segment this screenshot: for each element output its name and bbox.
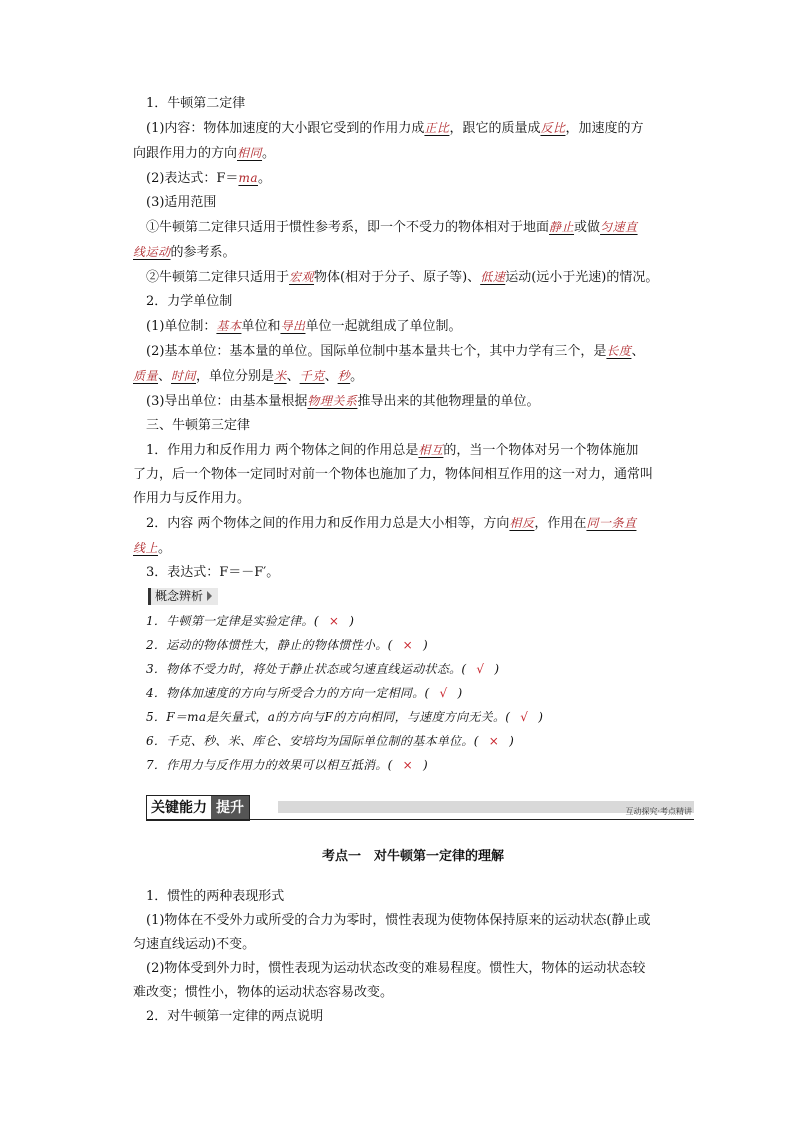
law3-line5: [133, 536, 680, 561]
concept-item: [146, 657, 680, 681]
text: 、: [286, 369, 300, 384]
answer-blank: 导出: [280, 319, 306, 333]
section-sub1: 1．惯性的两种表现形式: [146, 889, 285, 904]
document-page: [133, 92, 692, 1029]
answer-blank: 基本: [216, 319, 242, 333]
banner-divider: [146, 819, 694, 820]
units-line3: [133, 364, 680, 389]
concept-item-end: ): [349, 614, 355, 628]
section-title: 考点一 对牛顿第一定律的理解: [321, 849, 504, 864]
concept-item-end: ): [538, 710, 544, 724]
answer-blank: 反比: [540, 121, 566, 135]
concept-item: [146, 609, 680, 633]
text: 推导出来的其他物理量的单位。: [357, 394, 540, 409]
concept-label-text: 概念辨析: [155, 589, 204, 603]
text: 、: [324, 369, 338, 384]
answer-mark: ×: [328, 614, 340, 628]
answer-blank: 质量: [133, 369, 159, 383]
concept-item-end: ): [494, 662, 500, 676]
text: 或做: [574, 220, 601, 235]
concept-item: [146, 705, 680, 729]
section-line4: 难改变；惯性小，物体的运动状态容易改变。: [133, 985, 394, 1000]
text: (2)表达式：F＝: [146, 171, 239, 186]
text: (2)基本单位：基本量的单位。国际单位制中基本量共七个，其中力学有三个，是: [146, 344, 607, 359]
answer-blank: 相互: [418, 443, 444, 457]
answer-blank: 静止: [549, 220, 575, 234]
answer-blank: 线上: [133, 541, 159, 555]
law2-scope-1: [146, 215, 680, 240]
concept-item-text: 2．运动的物体惯性大，静止的物体惯性小。(: [146, 638, 393, 652]
text: ，加速度的方: [565, 121, 644, 136]
law2-scope-title: (3)适用范围: [146, 195, 217, 210]
answer-blank: 低速: [480, 270, 506, 284]
concept-item-end: ): [457, 686, 463, 700]
text: (3)导出单位：由基本量根据: [146, 394, 308, 409]
section-line3: (2)物体受到外力时，惯性表现为运动状态改变的难易程度。惯性大，物体的运动状态较: [146, 961, 646, 976]
answer-blank: 物理关系: [307, 394, 358, 408]
text: 1．作用力和反作用力 两个物体之间的作用总是: [146, 443, 419, 458]
section-banner: [146, 795, 692, 821]
section-line1: (1)物体在不受外力或所受的合力为零时，惯性表现为使物体保持原来的运动状态(静止或: [146, 913, 651, 928]
concept-item-text: 4．物体加速度的方向与所受合力的方向一定相同。(: [146, 686, 430, 700]
text: ，单位分别是: [196, 369, 275, 384]
law3-title: 三、牛顿第三定律: [146, 418, 251, 433]
law2-title: 1．牛顿第二定律: [146, 96, 246, 111]
text: ，跟它的质量成: [449, 121, 541, 136]
concept-item-text: 1．牛顿第一定律是实验定律。(: [146, 614, 319, 628]
concept-item: [146, 681, 680, 705]
answer-blank: ma: [238, 171, 258, 185]
text: (1)单位制：: [146, 319, 217, 334]
text: 单位一起就组成了单位制。: [305, 319, 462, 334]
text: 、: [631, 344, 645, 359]
answer-mark: ×: [402, 638, 413, 652]
answer-blank: 长度: [606, 344, 632, 358]
banner-box-text: 提升: [211, 796, 249, 820]
text: 运动(远小于光速)的情况。: [505, 270, 659, 285]
concept-item-text: 3．物体不受力时，将处于静止状态或匀速直线运动状态。(: [146, 662, 467, 676]
text: (1)内容：物体加速度的大小跟它受到的作用力成: [146, 121, 425, 136]
concept-item: [146, 633, 680, 657]
answer-mark: √: [476, 662, 485, 676]
text: 2．内容 两个物体之间的作用力和反作用力总是大小相等，方向: [146, 516, 510, 531]
concept-item-end: ): [422, 638, 428, 652]
concept-item-end: ): [422, 758, 428, 772]
answer-mark: ×: [488, 734, 500, 748]
answer-blank: 秒: [337, 369, 351, 383]
answer-mark: √: [520, 710, 529, 724]
law2-scope-1-cont: [133, 240, 680, 265]
section-line2: 匀速直线运动)不变。: [133, 937, 256, 952]
banner-left-text: 关键能力: [151, 800, 207, 816]
triangle-icon: [207, 591, 212, 601]
text: ②牛顿第二定律只适用于: [146, 270, 290, 285]
concept-item-end: ): [509, 734, 515, 748]
concept-item-text: 6．千克、秒、米、库仑、安培均为国际单位制的基本单位。(: [146, 734, 479, 748]
concept-item-text: 7．作用力与反作用力的效果可以相互抵消。(: [146, 758, 393, 772]
text: 向跟作用力的方向: [133, 146, 238, 161]
units-line4: [146, 389, 680, 414]
text: ①牛顿第二定律只适用于惯性参考系，即一个不受力的物体相对于地面: [146, 220, 550, 235]
units-line2: [146, 339, 680, 364]
answer-blank: 相同: [237, 146, 263, 160]
answer-blank: 线运动: [133, 245, 171, 259]
law3-line3: 作用力与反作用力。: [133, 491, 251, 506]
answer-blank: 相反: [509, 516, 535, 530]
text: 。: [350, 369, 364, 384]
law3-formula: 3．表达式：F＝－F′。: [146, 565, 280, 580]
text: 。: [158, 541, 172, 556]
banner-title: [146, 795, 250, 821]
law2-content-line1: [146, 116, 680, 141]
text: ，作用在: [534, 516, 587, 531]
text: 、: [158, 369, 172, 384]
law2-content-line2: [133, 141, 680, 166]
units-title: 2．力学单位制: [146, 294, 233, 309]
answer-blank: 千克: [299, 369, 325, 383]
answer-blank: 同一条直: [586, 516, 637, 530]
text: 的参考系。: [170, 245, 236, 260]
text: 。: [257, 171, 271, 186]
text: 单位和: [241, 319, 281, 334]
text: 物体(相对于分子、原子等)、: [314, 270, 481, 285]
law3-line4: [146, 511, 680, 536]
concept-list: [146, 609, 680, 777]
text: 的，当一个物体对另一个物体施加: [443, 443, 639, 458]
concept-item: [146, 729, 680, 753]
text: 。: [262, 146, 276, 161]
answer-blank: 时间: [171, 369, 197, 383]
concept-item-text: 5．F＝ma是矢量式，a的方向与F的方向相同，与速度方向无关。(: [146, 710, 511, 724]
law2-scope-2: [146, 265, 680, 290]
answer-blank: 匀速直: [600, 220, 638, 234]
answer-blank: 宏观: [289, 270, 315, 284]
answer-mark: √: [439, 686, 448, 700]
answer-blank: 米: [274, 369, 287, 383]
concept-label: [148, 588, 218, 605]
units-line1: [146, 314, 680, 339]
answer-blank: 正比: [424, 121, 450, 135]
law3-line1: [146, 438, 680, 463]
concept-item: [146, 753, 680, 777]
law3-line2: 了力，后一个物体一定同时对前一个物体也施加了力，物体间相互作用的这一对力，通常叫: [133, 467, 654, 482]
answer-mark: ×: [402, 758, 413, 772]
section-sub2: 2．对牛顿第一定律的两点说明: [146, 1009, 324, 1024]
law2-formula: [146, 166, 680, 191]
banner-right-text: 互动探究·考点精讲: [625, 807, 692, 816]
